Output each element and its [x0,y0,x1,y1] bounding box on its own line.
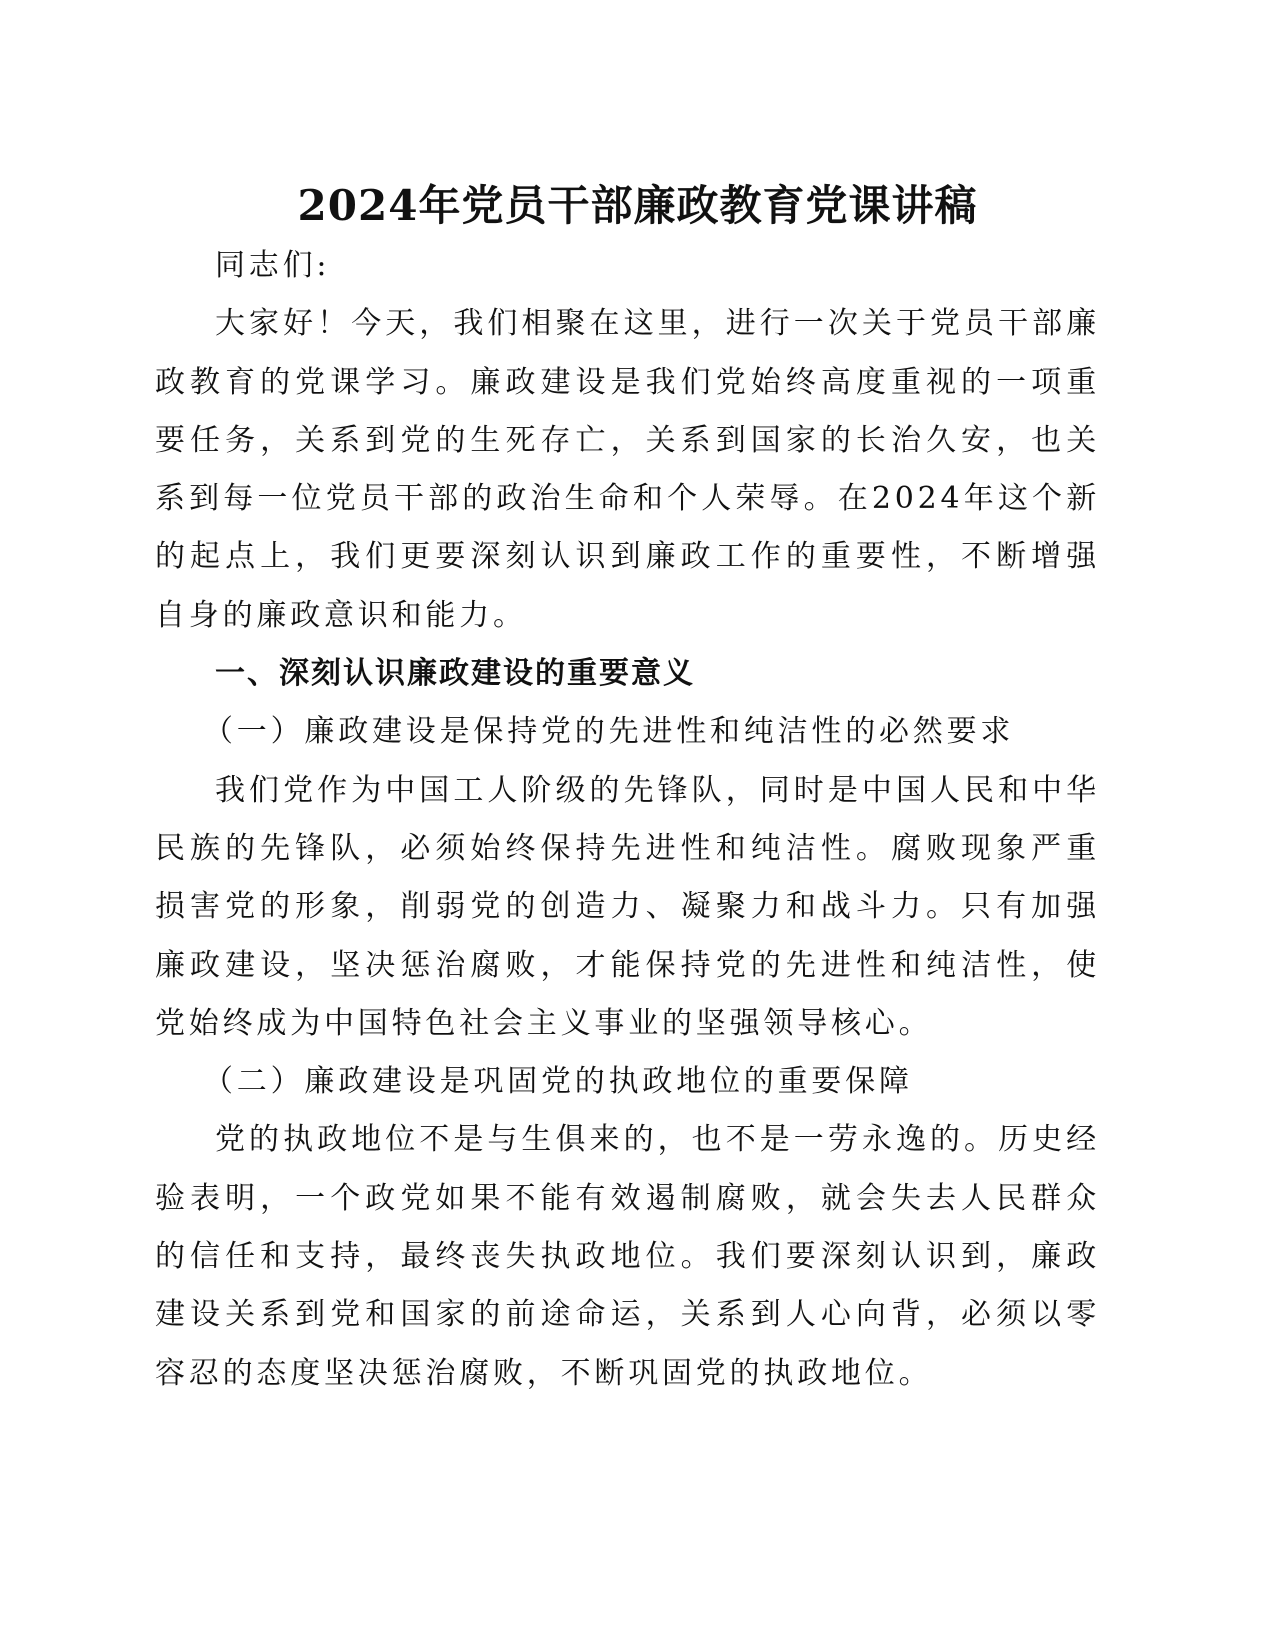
subsection-heading-2: （二）廉政建设是巩固党的执政地位的重要保障 [203,1064,913,1100]
salutation: 同志们: [215,248,331,283]
subsection-heading-1: （一）廉政建设是保持党的先进性和纯洁性的必然要求 [203,714,1015,750]
section-heading-1: 一、深刻认识廉政建设的重要意义 [215,656,695,692]
body-paragraph-2: 党的执政地位不是与生俱来的，也不是一劳永逸的。历史经验表明，一个政党如果不能有效遏制腐败，就会失去人民群众的信任和支持，最终丧失执政地位。我们要深刻认识到，廉政建设关系到党和国家的前途命运，关系到人心向背，必须以零容忍的态度坚决惩治腐败，不断巩固党的执政地位。 [155,1122,1100,1391]
document-body [155,237,1100,1403]
body-paragraph-1: 我们党作为中国工人阶级的先锋队，同时是中国人民和中华民族的先锋队，必须始终保持先进性和纯洁性。腐败现象严重损害党的形象，削弱党的创造力、凝聚力和战斗力。只有加强廉政建设，坚决惩治腐败，才能保持党的先进性和纯洁性，使党始终成为中国特色社会主义事业的坚强领导核心。 [155,772,1100,1041]
intro-paragraph: 大家好！今天，我们相聚在这里，进行一次关于党员干部廉政教育的党课学习。廉政建设是我们党始终高度重视的一项重要任务，关系到党的生死存亡，关系到国家的长治久安，也关系到每一位党员干部的政治生命和个人荣辱。在2024年这个新的起点上，我们更要深刻认识到廉政工作的重要性，不断增强自身的廉政意识和能力。 [155,306,1100,633]
document-title: 2024年党员干部廉政教育党课讲稿 [297,181,978,230]
